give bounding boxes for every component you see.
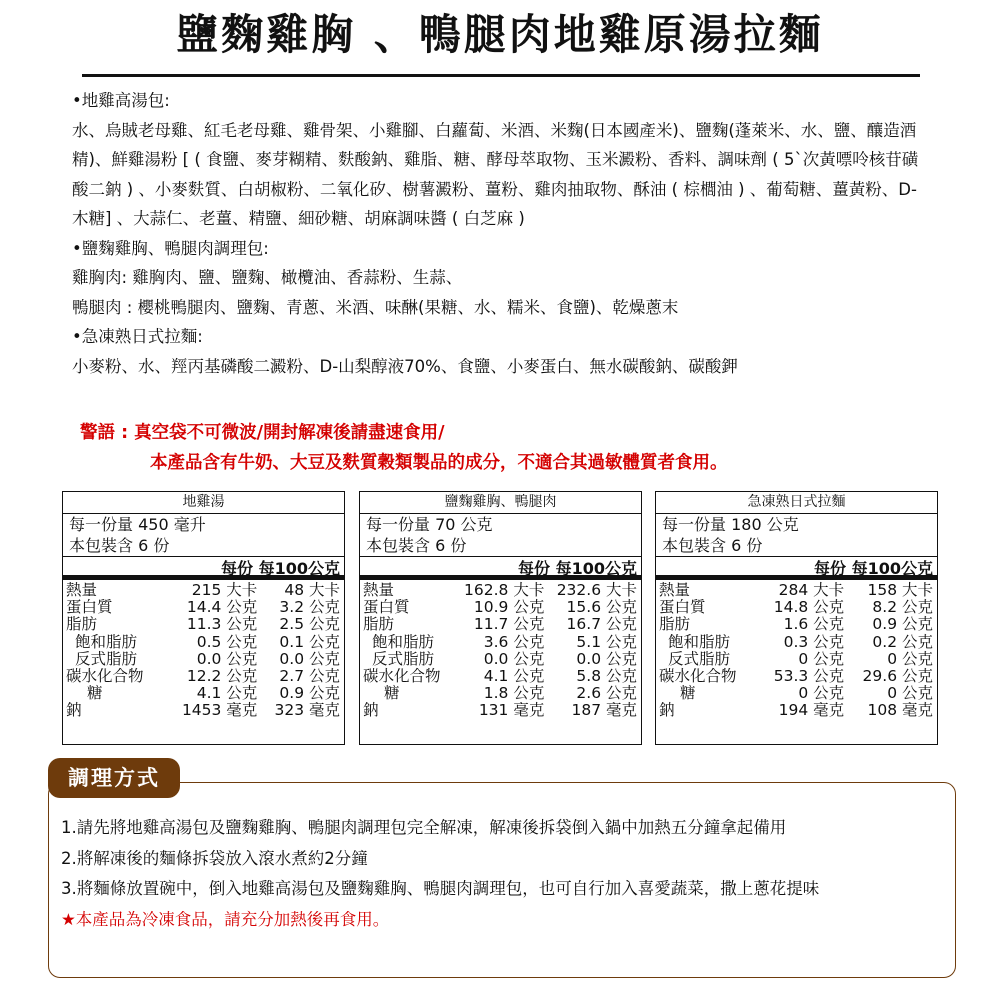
nutrient-label: 反式脂肪 xyxy=(75,649,138,668)
nutrient-label: 脂肪 xyxy=(363,615,395,634)
nutrition-table xyxy=(63,582,344,720)
table-row xyxy=(360,685,641,702)
per-serving-value: 0 公克 xyxy=(798,649,845,668)
per-100g-value: 0 公克 xyxy=(887,649,933,668)
nutrient-label: 蛋白質 xyxy=(363,598,410,617)
table-row xyxy=(63,634,344,651)
per-100g-value: 323 毫克 xyxy=(274,701,340,720)
per-100g-value: 3.2 公克 xyxy=(279,598,340,617)
table-row xyxy=(656,599,937,616)
table-row xyxy=(63,582,344,599)
chicken-ingredients: 雞胸肉: 雞胸肉、鹽、鹽麴、橄欖油、香蒜粉、生蒜、 xyxy=(72,268,463,287)
nutrient-label: 蛋白質 xyxy=(659,598,706,617)
table-row xyxy=(656,616,937,633)
per-serving-value: 194 毫克 xyxy=(778,701,845,720)
soup-pack-ingredients: 水、烏賊老母雞、紅毛老母雞、雞骨架、小雞腳、白蘿蔔、米酒、米麴(日本國產米)、鹽麴(蓬萊米、水、鹽、釀造酒精)、鮮雞湯粉 [ ( 食鹽、麥芽糊精、麩酸鈉、雞脂、糖、酵母萃取物、玉米澱粉、香料、調味劑 ( 5`次黃嘌呤核苷磺酸二鈉 ) 、小麥麩質、白胡椒粉、二氧化矽、樹薯澱粉、薑粉、雞肉抽取物、酥油 ( 棕櫚油 ) 、葡萄糖、薑黃粉、D-木糖] 、大蒜仁、老薑、精鹽、細砂糖、胡麻調味醬 ( 白芝麻 ) xyxy=(72,120,919,228)
table-row xyxy=(656,634,937,651)
per-serving-value: 0.0 公克 xyxy=(196,649,258,668)
nutrient-label: 蛋白質 xyxy=(66,598,113,617)
nutrition-panel-noodle xyxy=(655,491,938,745)
per-serving-value: 14.4 公克 xyxy=(186,598,258,617)
cooking-steps xyxy=(61,813,946,935)
serving-size: 每一份量 180 公克 xyxy=(662,515,799,534)
nutrient-label: 脂肪 xyxy=(659,615,691,634)
per-serving-value: 3.6 公克 xyxy=(483,632,545,651)
nutrient-label: 熱量 xyxy=(659,581,691,599)
nutrient-label: 糖 xyxy=(384,684,400,703)
per-100g-value: 5.8 公克 xyxy=(576,667,637,686)
nutrient-label: 熱量 xyxy=(363,581,395,599)
nutrient-label: 碳水化合物 xyxy=(66,667,144,686)
nutrient-label: 反式脂肪 xyxy=(668,649,731,668)
table-row xyxy=(656,702,937,719)
ingredients-section xyxy=(72,86,928,381)
per-serving-value: 284 大卡 xyxy=(778,581,845,599)
per-serving-value: 215 大卡 xyxy=(191,581,258,599)
column-header: 每份 每100公克 xyxy=(656,556,937,580)
table-row xyxy=(63,651,344,668)
page-title: 鹽麴雞胸 、鴨腿肉地雞原湯拉麵 xyxy=(176,10,824,59)
per-100g-value: 2.6 公克 xyxy=(576,684,637,703)
nutrition-table xyxy=(360,582,641,720)
per-serving-value: 1.8 公克 xyxy=(483,684,545,703)
nutrient-label: 糖 xyxy=(87,684,103,703)
per-serving-value: 4.1 公克 xyxy=(196,684,258,703)
per-serving-value: 0.3 公克 xyxy=(783,632,845,651)
title-divider xyxy=(82,74,920,77)
nutrient-label: 飽和脂肪 xyxy=(668,632,731,651)
table-row xyxy=(360,651,641,668)
nutrient-label: 飽和脂肪 xyxy=(75,632,138,651)
table-row xyxy=(656,668,937,685)
per-100g-value: 187 毫克 xyxy=(571,701,637,720)
warning-line-2: 本產品含有牛奶、大豆及麩質穀類製品的成分，不適合其過敏體質者食用。 xyxy=(150,453,728,473)
nutrient-label: 糖 xyxy=(680,684,696,703)
nutrient-label: 碳水化合物 xyxy=(659,667,737,686)
table-row xyxy=(656,651,937,668)
per-100g-value: 0.0 公克 xyxy=(279,649,340,668)
step-1: 1.請先將地雞高湯包及鹽麴雞胸、鴨腿肉調理包完全解凍，解凍後拆袋倒入鍋中加熱五分鐘拿起備用 xyxy=(61,818,787,837)
table-row xyxy=(360,582,641,599)
per-100g-value: 0.2 公克 xyxy=(872,632,933,651)
per-100g-value: 2.7 公克 xyxy=(279,667,340,686)
per-serving-value: 0.0 公克 xyxy=(483,649,545,668)
per-100g-value: 0.0 公克 xyxy=(576,649,637,668)
duck-ingredients: 鴨腿肉 : 櫻桃鴨腿肉、鹽麴、青蔥、米酒、味醂(果糖、水、糯米、食鹽)、乾燥蔥末 xyxy=(72,297,679,317)
per-100g-value: 0 公克 xyxy=(887,684,933,703)
per-serving-value: 0.5 公克 xyxy=(196,632,258,651)
per-serving-value: 162.8 大卡 xyxy=(464,581,545,599)
table-row xyxy=(360,702,641,719)
nutrition-panel-soup xyxy=(62,491,345,745)
nutrition-panel-title: 鹽麴雞胸、鴨腿肉 xyxy=(360,492,641,514)
per-100g-value: 16.7 公克 xyxy=(566,615,637,634)
per-100g-value: 108 毫克 xyxy=(867,701,933,720)
per-serving-value: 1453 毫克 xyxy=(181,701,258,720)
table-row xyxy=(360,634,641,651)
per-serving-value: 131 毫克 xyxy=(478,701,545,720)
servings-per-pack: 本包裝含 6 份 xyxy=(69,536,170,555)
nutrient-label: 熱量 xyxy=(66,581,98,599)
cooking-method-tab: 調理方式 xyxy=(48,758,180,798)
warning-line-1: 警語 : 真空袋不可微波/開封解凍後請盡速食用/ xyxy=(80,423,445,443)
nutrient-label: 鈉 xyxy=(66,701,82,720)
table-row xyxy=(63,616,344,633)
table-row xyxy=(656,582,937,599)
per-serving-value: 1.6 公克 xyxy=(783,615,845,634)
column-header: 每份 每100公克 xyxy=(63,556,344,580)
per-100g-value: 29.6 公克 xyxy=(862,667,933,686)
per-100g-value: 2.5 公克 xyxy=(279,615,340,634)
table-row xyxy=(63,599,344,616)
frozen-food-note: ★本產品為冷凍食品，請充分加熱後再食用。 xyxy=(61,909,390,929)
nutrient-label: 飽和脂肪 xyxy=(372,632,435,651)
warning-notice xyxy=(80,418,940,478)
per-serving-value: 10.9 公克 xyxy=(473,598,545,617)
nutrient-label: 脂肪 xyxy=(66,615,98,634)
step-2: 2.將解凍後的麵條拆袋放入滾水煮約2分鐘 xyxy=(61,848,368,868)
per-100g-value: 5.1 公克 xyxy=(576,632,637,651)
nutrient-label: 碳水化合物 xyxy=(363,667,441,686)
per-100g-value: 0.9 公克 xyxy=(872,615,933,634)
per-100g-value: 48 大卡 xyxy=(284,581,340,599)
per-serving-value: 53.3 公克 xyxy=(773,667,845,686)
table-row xyxy=(656,685,937,702)
nutrition-panel-meat xyxy=(359,491,642,745)
per-100g-value: 158 大卡 xyxy=(867,581,933,599)
nutrition-panel-title: 急凍熟日式拉麵 xyxy=(656,492,937,514)
step-3: 3.將麵條放置碗中，倒入地雞高湯包及鹽麴雞胸、鴨腿肉調理包，也可自行加入喜愛蔬菜，撒上蔥花提味 xyxy=(61,879,820,898)
servings-per-pack: 本包裝含 6 份 xyxy=(662,536,763,555)
per-serving-value: 11.7 公克 xyxy=(473,615,545,634)
serving-size: 每一份量 70 公克 xyxy=(366,515,493,534)
per-100g-value: 8.2 公克 xyxy=(872,598,933,617)
per-100g-value: 0.1 公克 xyxy=(279,632,340,651)
table-row xyxy=(360,599,641,616)
table-row xyxy=(63,668,344,685)
nutrition-panel-title: 地雞湯 xyxy=(63,492,344,514)
table-row xyxy=(63,702,344,719)
nutrient-label: 反式脂肪 xyxy=(372,649,435,668)
per-serving-value: 4.1 公克 xyxy=(483,667,545,686)
per-serving-value: 0 公克 xyxy=(798,684,845,703)
servings-per-pack: 本包裝含 6 份 xyxy=(366,536,467,555)
per-serving-value: 12.2 公克 xyxy=(186,667,258,686)
nutrient-label: 鈉 xyxy=(363,701,379,720)
per-serving-value: 11.3 公克 xyxy=(186,615,258,634)
table-row xyxy=(63,685,344,702)
nutrient-label: 鈉 xyxy=(659,701,675,720)
serving-size: 每一份量 450 毫升 xyxy=(69,515,206,534)
soup-pack-heading: •地雞高湯包: xyxy=(72,91,170,110)
column-header: 每份 每100公克 xyxy=(360,556,641,580)
noodle-heading: •急凍熟日式拉麵: xyxy=(72,327,203,346)
table-row xyxy=(360,616,641,633)
per-serving-value: 14.8 公克 xyxy=(773,598,845,617)
table-row xyxy=(360,668,641,685)
per-100g-value: 0.9 公克 xyxy=(279,684,340,703)
noodle-ingredients: 小麥粉、水、羥丙基磷酸二澱粉、D-山梨醇液70%、食鹽、小麥蛋白、無水碳酸鈉、碳酸鉀 xyxy=(72,356,738,376)
nutrition-table xyxy=(656,582,937,720)
per-100g-value: 15.6 公克 xyxy=(566,598,637,617)
meat-pack-heading: •鹽麴雞胸、鴨腿肉調理包: xyxy=(72,238,269,258)
per-100g-value: 232.6 大卡 xyxy=(556,581,637,599)
